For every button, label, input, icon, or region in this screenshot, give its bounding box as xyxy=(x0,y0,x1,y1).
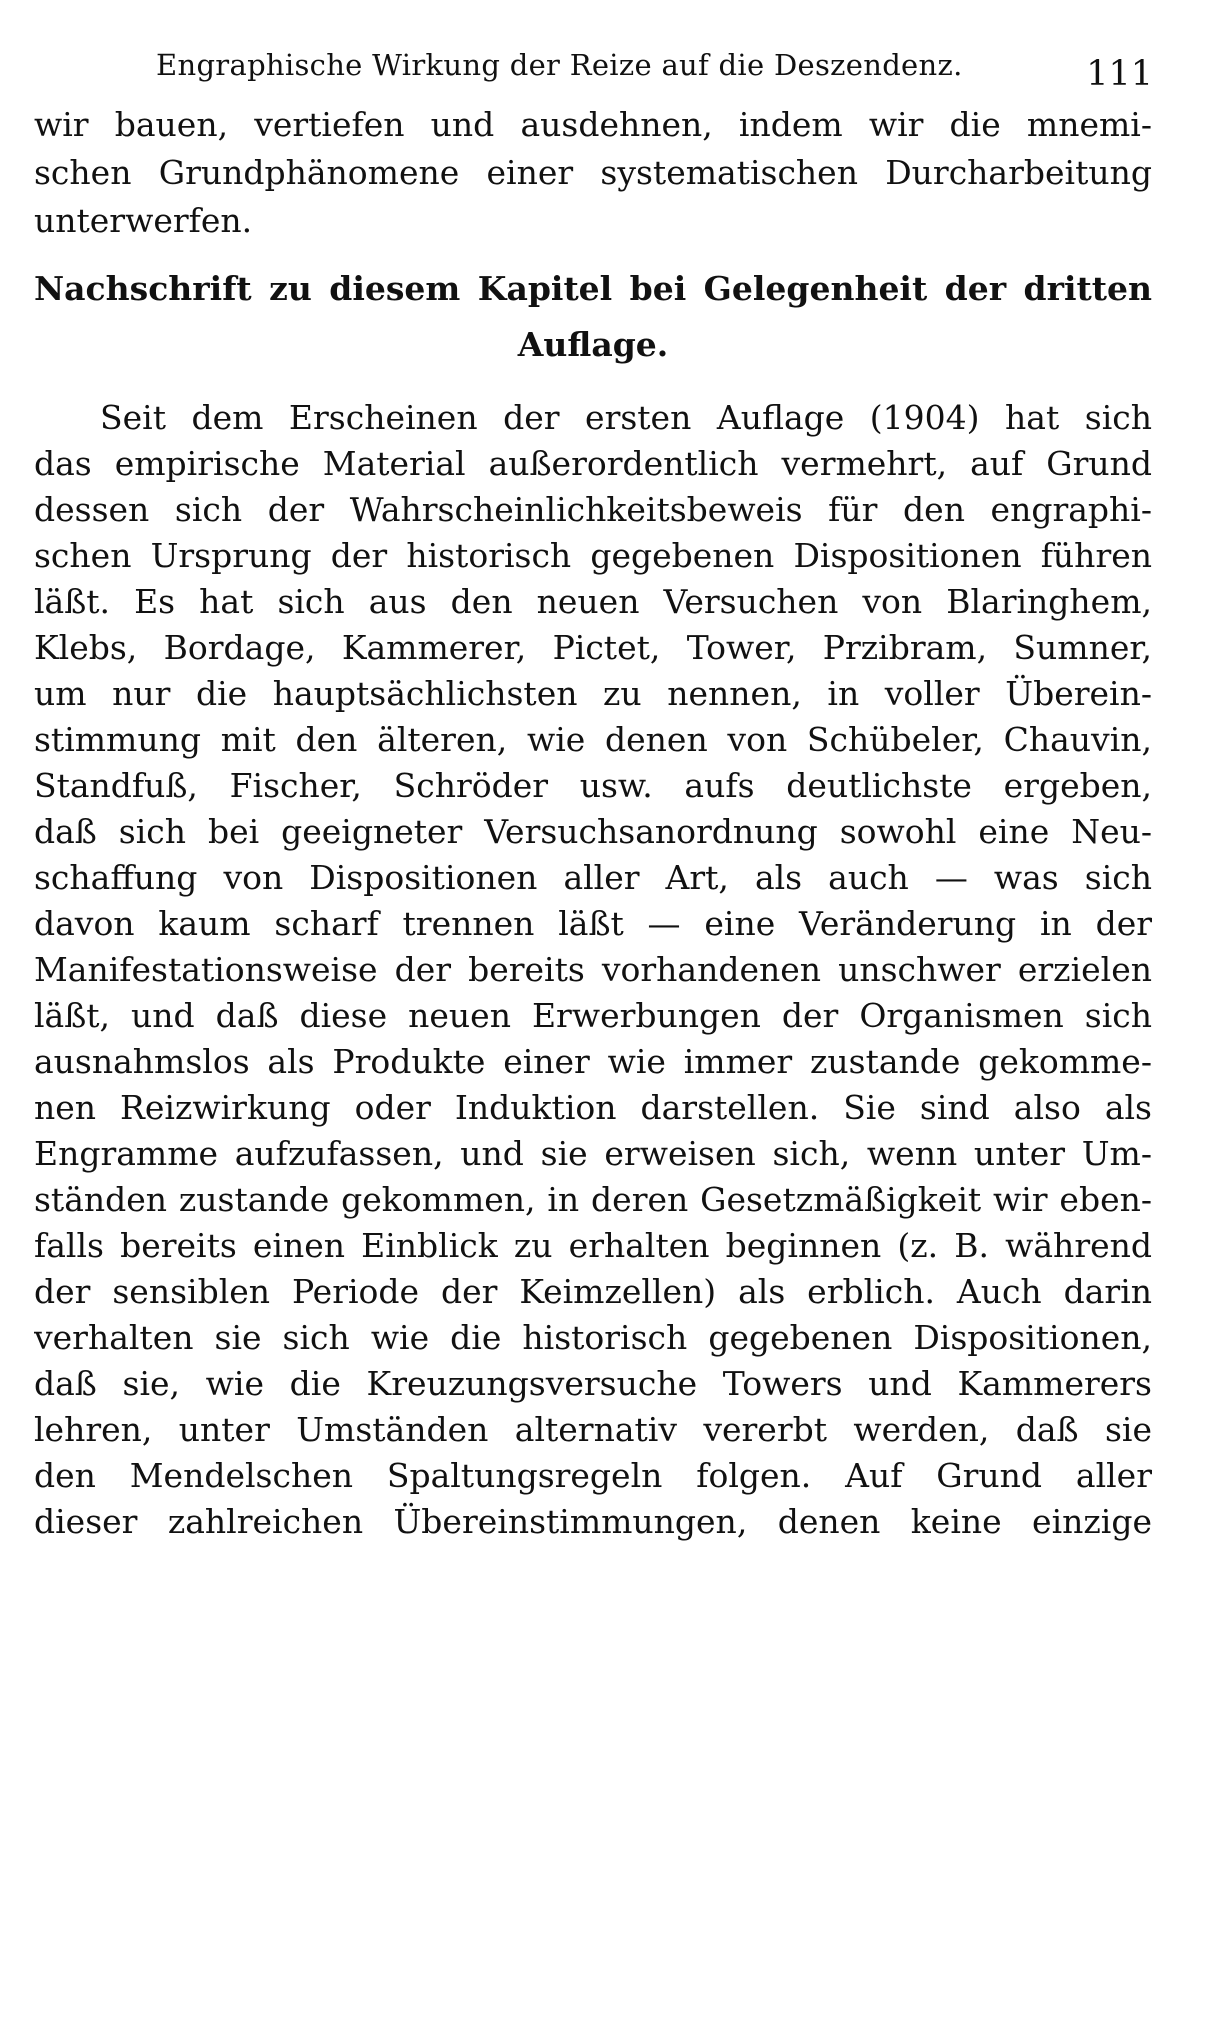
text-line: Standfuß, Fischer, Schröder usw. aufs deutlichste ergeben, xyxy=(34,766,1152,805)
text-line: schen Ursprung der historisch gegebenen Dispositionen führen xyxy=(34,536,1152,575)
text-line: dessen sich der Wahrscheinlichkeitsbeweis für den engraphi- xyxy=(34,490,1152,529)
text-line: falls bereits einen Einblick zu erhalten beginnen (z. B. während xyxy=(34,1226,1152,1265)
text-line: Engramme aufzufassen, und sie erweisen sich, wenn unter Um- xyxy=(34,1134,1152,1173)
text-line: schaffung von Dispositionen aller Art, als auch — was sich xyxy=(34,858,1152,897)
text-line: daß sich bei geeigneter Versuchsanordnung sowohl eine Neu- xyxy=(34,812,1152,851)
text-line: nen Reizwirkung oder Induktion darstellen. Sie sind also als xyxy=(34,1088,1152,1127)
text-line: Seit dem Erscheinen der ersten Auflage (1904) hat sich xyxy=(100,398,1152,437)
text-line: den Mendelschen Spaltungsregeln folgen. Auf Grund aller xyxy=(34,1456,1152,1495)
page-number: 111 xyxy=(1086,54,1153,94)
text-line: schen Grundphänomene einer systematischen Durcharbeitung xyxy=(34,153,1152,192)
text-line: wir bauen, vertiefen und ausdehnen, indem wir die mnemi- xyxy=(34,105,1152,144)
text-line: Manifestationsweise der bereits vorhandenen unschwer erzielen xyxy=(34,950,1152,989)
text-line: Klebs, Bordage, Kammerer, Pictet, Tower, Przibram, Sumner, xyxy=(34,628,1152,667)
text-line: ständen zustande gekommen, in deren Gesetzmäßigkeit wir eben- xyxy=(34,1180,1152,1219)
text-line: läßt, und daß diese neuen Erwerbungen der Organismen sich xyxy=(34,996,1152,1035)
text-line: der sensiblen Periode der Keimzellen) als erblich. Auch darin xyxy=(34,1272,1152,1311)
text-line: lehren, unter Umständen alternativ vererbt werden, daß sie xyxy=(34,1410,1152,1449)
text-line: verhalten sie sich wie die historisch gegebenen Dispositionen, xyxy=(34,1318,1152,1357)
text-line: läßt. Es hat sich aus den neuen Versuchen von Blaringhem, xyxy=(34,582,1152,621)
text-line: davon kaum scharf trennen läßt — eine Veränderung in der xyxy=(34,904,1152,943)
text-line: dieser zahlreichen Übereinstimmungen, denen keine einzige xyxy=(34,1502,1152,1541)
text-line: stimmung mit den älteren, wie denen von Schübeler, Chauvin, xyxy=(34,720,1152,759)
text-line: ausnahmslos als Produkte einer wie immer zustande gekomme- xyxy=(34,1042,1152,1081)
book-page xyxy=(34,0,1159,2028)
text-line: unterwerfen. xyxy=(34,201,253,240)
text-line: das empirische Material außerordentlich vermehrt, auf Grund xyxy=(34,444,1152,483)
heading-line: Auflage. xyxy=(517,325,669,364)
running-title: Engraphische Wirkung der Reize auf die Deszendenz. xyxy=(156,48,963,82)
text-line: um nur die hauptsächlichsten zu nennen, in voller Überein- xyxy=(34,674,1152,713)
text-line: daß sie, wie die Kreuzungsversuche Towers und Kammerers xyxy=(34,1364,1152,1403)
heading-line: Nachschrift zu diesem Kapitel bei Gelegenheit der dritten xyxy=(34,269,1152,308)
running-head xyxy=(34,48,1159,98)
